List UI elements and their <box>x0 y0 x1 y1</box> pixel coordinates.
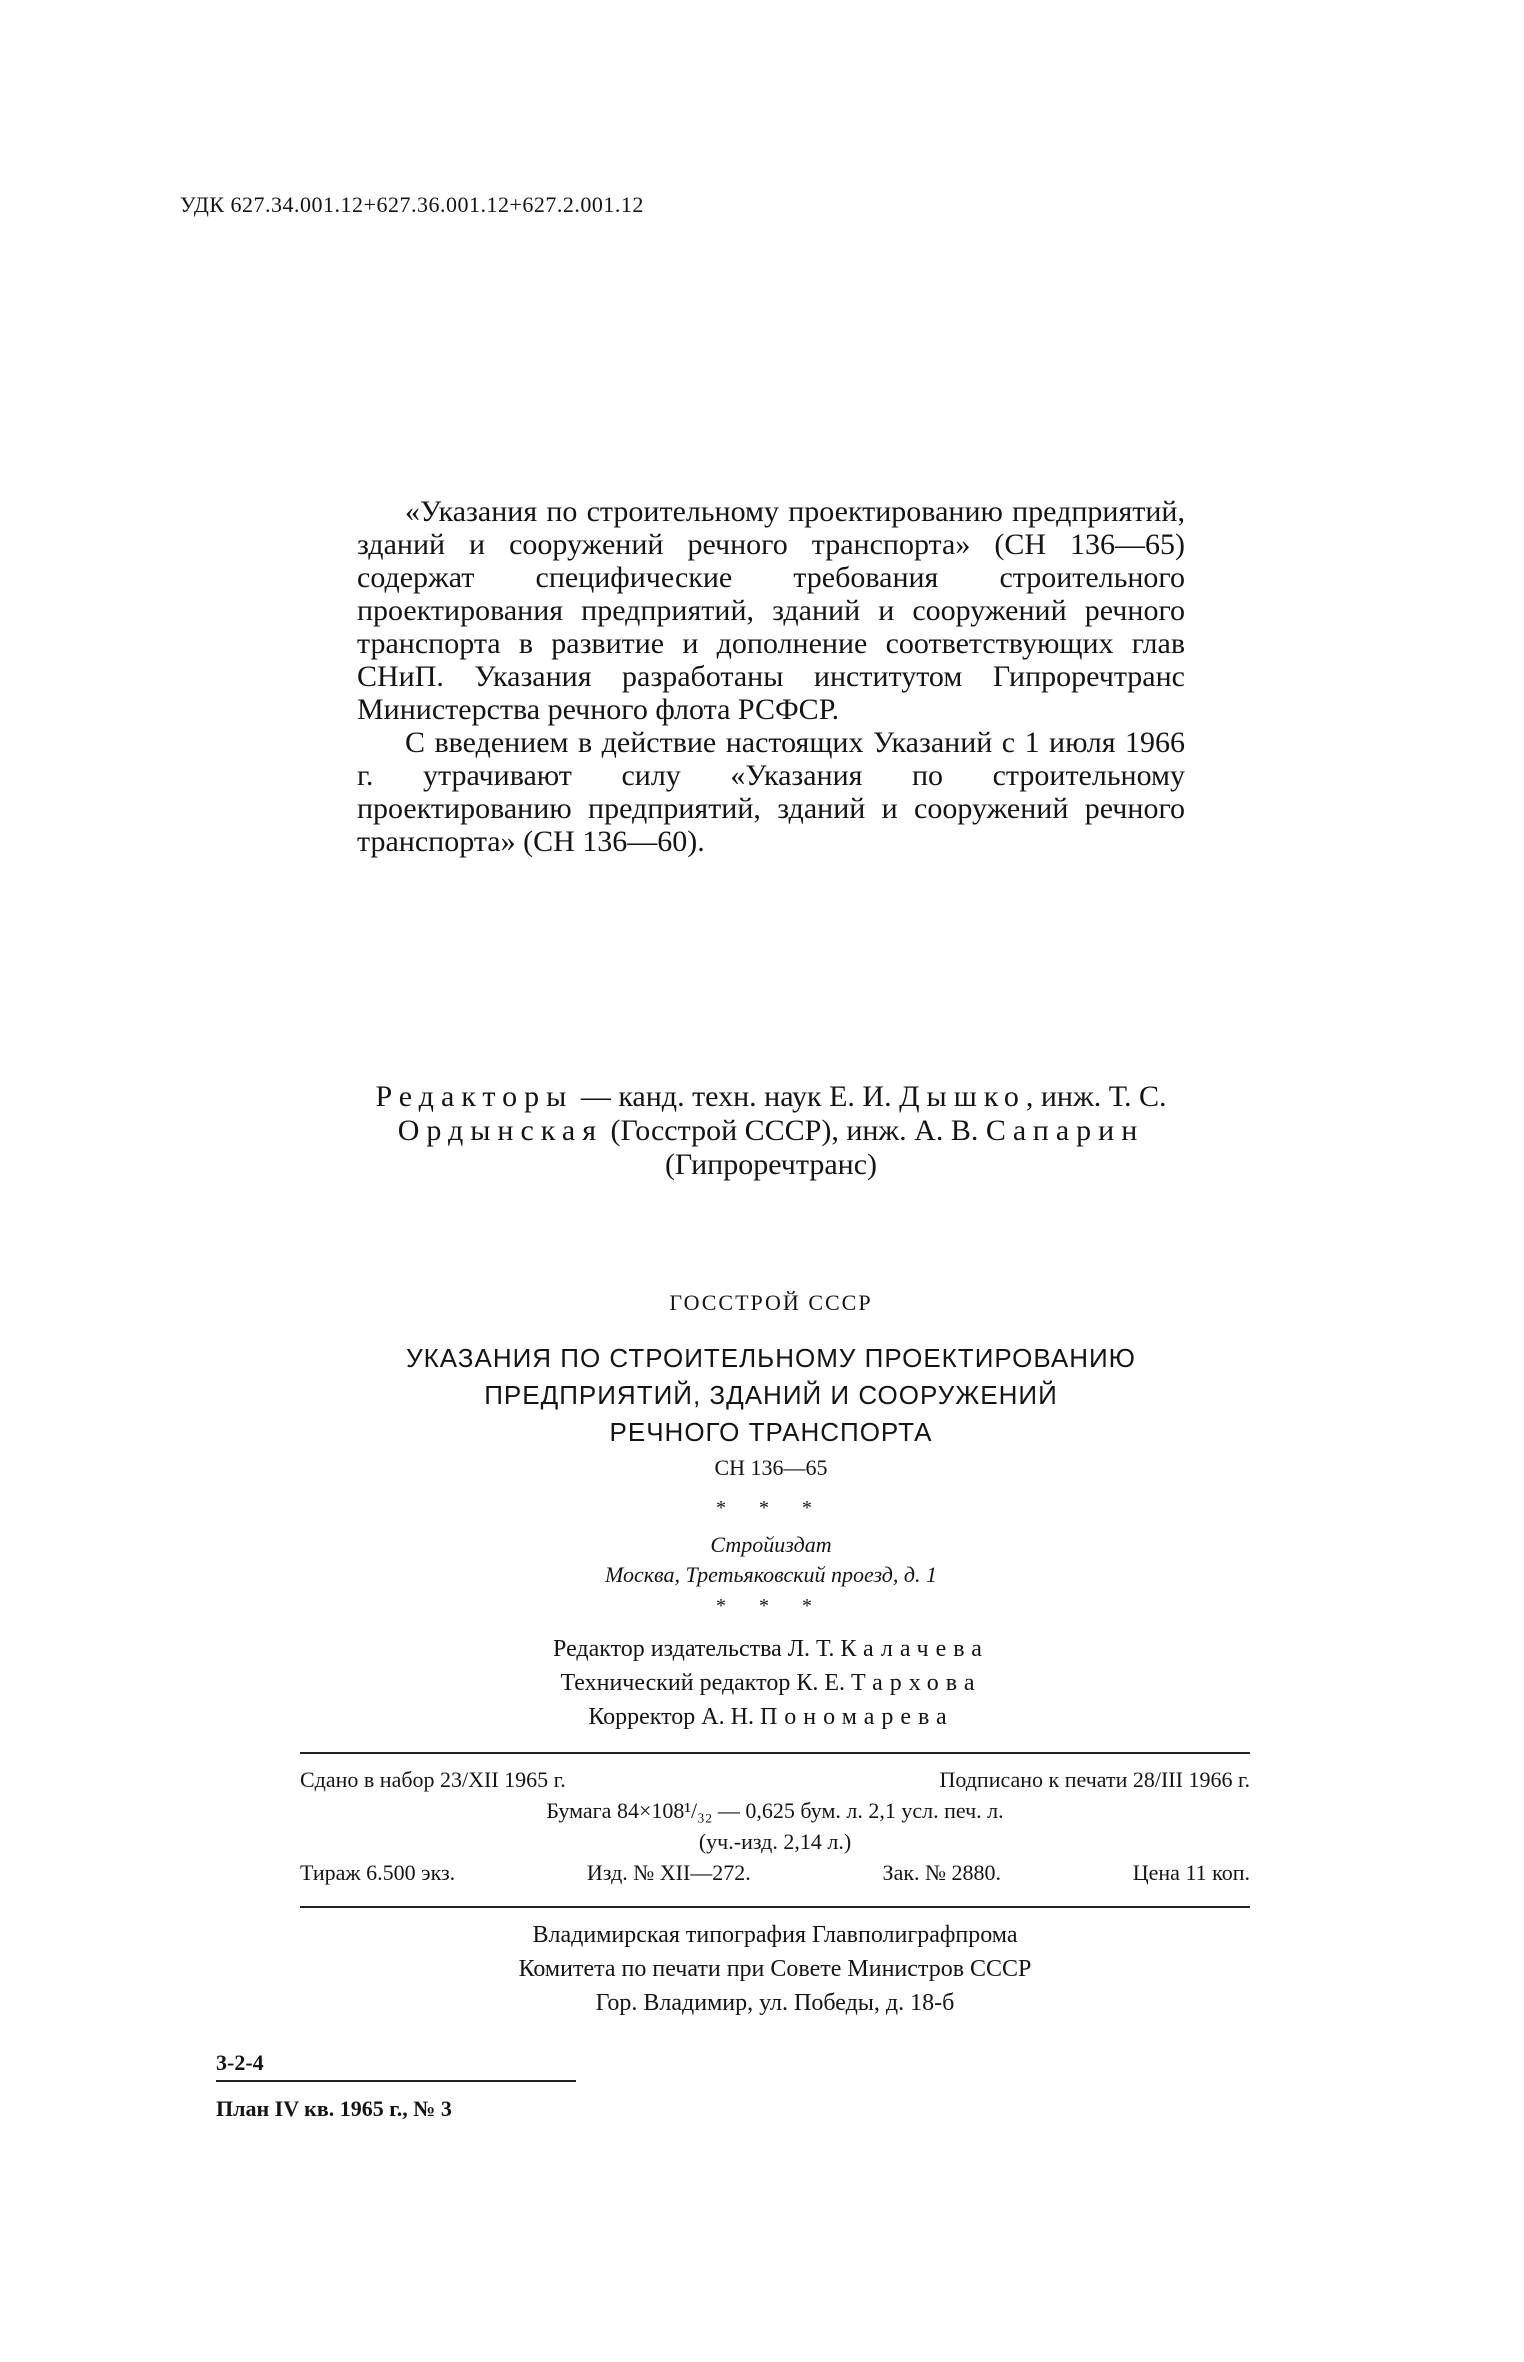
staff-label: Редактор издательства Л. Т. <box>553 1636 841 1662</box>
document-title <box>330 1340 1212 1451</box>
editors-text: (Госстрой СССР), инж. А. В. <box>603 1114 986 1147</box>
divider <box>300 1906 1250 1908</box>
paper-info: Бумага 84×108¹/₃₂ — 0,625 бум. л. 2,1 усл. печ. л. <box>546 1798 1004 1823</box>
annotation-paragraph: С введением в действие настоящих Указаний с 1 июля 1966 г. утрачивают силу «Указания по строительному проектированию предприятий, зданий и сооружений речного транспорта» (СН 136—60). <box>357 726 1185 858</box>
staff-credits <box>357 1632 1185 1734</box>
staff-corrector <box>357 1700 1185 1734</box>
pub-sheets: (уч.-изд. 2,14 л.) <box>698 1829 852 1854</box>
order-number: Зак. № 2880. <box>882 1860 1002 1885</box>
title-line: УКАЗАНИЯ ПО СТРОИТЕЛЬНОМУ ПРОЕКТИРОВАНИЮ <box>406 1343 1136 1373</box>
staff-tech-editor <box>357 1666 1185 1700</box>
title-line: РЕЧНОГО ТРАНСПОРТА <box>609 1417 933 1447</box>
annotation <box>357 495 1185 858</box>
publisher-address: Москва, Третьяковский проезд, д. 1 <box>604 1562 938 1587</box>
staff-editor <box>357 1632 1185 1666</box>
editors-text: , инж. Т. С. <box>1025 1080 1167 1113</box>
title-line: ПРЕДПРИЯТИЙ, ЗДАНИЙ И СООРУЖЕНИЙ <box>484 1380 1058 1410</box>
divider <box>300 1752 1250 1754</box>
price: Цена 11 коп. <box>1132 1860 1250 1885</box>
staff-label: Технический редактор К. Е. <box>560 1670 851 1696</box>
publisher <box>357 1530 1185 1590</box>
typeset-date: Сдано в набор 23/XII 1965 г. <box>300 1767 566 1792</box>
editor-name: Сапарин <box>985 1114 1145 1147</box>
catalog-code: 3-2-4 <box>216 2050 264 2075</box>
separator-stars: * * * <box>716 1595 826 1617</box>
editors-text: (Гипроречтранс) <box>664 1148 878 1181</box>
signed-date: Подписано к печати 28/III 1966 г. <box>939 1767 1250 1792</box>
annotation-paragraph: «Указания по строительному проектированию предприятий, зданий и сооружений речного транспорта» (СН 136—65) содержат специфические требования строительного проектирования предприятий, зданий и сооружений речного транспорта в развитие и дополнение соответствующих глав СНиП. Указания разработаны институтом Гипроречтранс Министерства речного флота РСФСР. <box>357 495 1185 726</box>
printing-line: Комитета по печати при Совете Министров СССР <box>518 1956 1032 1982</box>
divider <box>216 2080 576 2082</box>
printing-house <box>300 1918 1250 2020</box>
editor-name: Ордынская <box>397 1114 604 1147</box>
editors-credit <box>357 1080 1185 1182</box>
print-info <box>300 1764 1250 1888</box>
print-info-row <box>300 1764 1250 1795</box>
editors-text: — канд. техн. наук Е. И. <box>573 1080 900 1113</box>
circulation: Тираж 6.500 экз. <box>300 1860 456 1885</box>
staff-name: Пономарева <box>759 1704 954 1730</box>
editors-label: Редакторы <box>375 1080 574 1113</box>
staff-label: Корректор А. Н. <box>588 1704 760 1730</box>
document-code: СН 136—65 <box>714 1455 828 1480</box>
printing-line: Владимирская типография Главполиграфпрома <box>532 1922 1018 1948</box>
publisher-name: Стройиздат <box>710 1532 832 1557</box>
staff-name: Тархова <box>851 1670 982 1696</box>
print-info-row <box>300 1857 1250 1888</box>
organization: ГОССТРОЙ СССР <box>669 1290 873 1315</box>
publishing-plan: План IV кв. 1965 г., № 3 <box>216 2096 452 2121</box>
staff-name: Калачева <box>840 1636 989 1662</box>
udk-code: УДК 627.34.001.12+627.36.001.12+627.2.001.12 <box>180 192 644 217</box>
separator-stars: * * * <box>716 1497 826 1519</box>
editor-name: Дышко <box>899 1080 1026 1113</box>
edition-number: Изд. № XII—272. <box>586 1860 751 1885</box>
printing-line: Гор. Владимир, ул. Победы, д. 18-б <box>595 1990 955 2016</box>
